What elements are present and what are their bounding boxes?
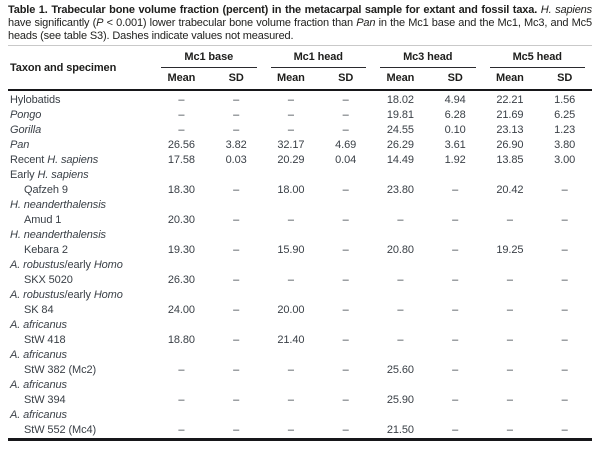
value-cell [373, 258, 428, 273]
table-row [8, 90, 592, 108]
value-cell [537, 228, 592, 243]
value-cell [537, 348, 592, 363]
taxon-cell [8, 303, 154, 318]
value-cell [373, 318, 428, 333]
value-cell: – [233, 244, 240, 257]
table-row [8, 378, 592, 393]
value-cell [318, 378, 373, 393]
taxon-label-segment: Homo [93, 259, 123, 272]
value-cell: – [561, 184, 568, 197]
value-cell [318, 198, 373, 213]
value-cell: 18.30 [167, 184, 195, 197]
value-cell [483, 408, 538, 423]
value-cell: – [233, 94, 240, 107]
value-cell [428, 408, 483, 423]
value-cell [209, 318, 264, 333]
value-cell [318, 228, 373, 243]
taxon-cell [8, 348, 154, 363]
taxon-label-segment: Qafzeh 9 [24, 184, 68, 197]
taxon-cell [8, 228, 154, 243]
value-cell: – [506, 394, 513, 407]
paper-table-figure [0, 4, 600, 473]
taxon-cell [8, 243, 154, 258]
value-cell: – [342, 334, 349, 347]
caption-segment: Pan [356, 16, 376, 29]
value-cell [483, 288, 538, 303]
value-cell [483, 228, 538, 243]
value-cell: – [233, 364, 240, 377]
taxon-cell [8, 318, 154, 333]
value-cell: – [287, 94, 294, 107]
value-cell: 3.82 [225, 139, 247, 152]
value-cell: – [209, 423, 264, 440]
taxon-cell [8, 408, 154, 423]
value-cell: 19.25 [496, 244, 524, 257]
value-cell: – [452, 334, 459, 347]
value-cell: – [428, 423, 483, 440]
value-cell [154, 348, 209, 363]
value-cell: – [561, 364, 568, 377]
value-cell: – [233, 274, 240, 287]
value-cell: – [506, 304, 513, 317]
table-row [8, 228, 592, 243]
taxon-label-segment: SK 84 [24, 304, 54, 317]
taxon-label-segment: A. robustus [10, 289, 65, 302]
value-cell: 6.25 [554, 109, 576, 122]
value-cell [428, 288, 483, 303]
table-row [8, 108, 592, 123]
value-cell [373, 168, 428, 183]
value-cell: – [342, 94, 349, 107]
value-cell: – [233, 124, 240, 137]
caption-segment: have significantly ( [8, 16, 97, 29]
value-cell: – [287, 394, 294, 407]
taxon-cell [8, 198, 154, 213]
taxon-label-segment: StW 382 (Mc2) [24, 364, 97, 377]
taxon-label-segment: SKX 5020 [24, 274, 73, 287]
value-cell [428, 258, 483, 273]
value-cell [428, 228, 483, 243]
value-cell: – [342, 364, 349, 377]
taxon-label-segment: A. africanus [10, 379, 67, 392]
value-cell: 20.00 [277, 304, 305, 317]
value-cell: – [178, 124, 185, 137]
value-cell [154, 288, 209, 303]
taxon-cell [8, 108, 154, 123]
taxon-label-segment: Kebara 2 [24, 244, 68, 257]
value-cell: – [342, 184, 349, 197]
column-group-label: Mc1 base [161, 51, 257, 68]
table-row [8, 363, 592, 378]
value-cell: – [318, 423, 373, 440]
value-cell: – [397, 334, 404, 347]
value-cell: – [233, 304, 240, 317]
value-cell [154, 408, 209, 423]
value-cell [318, 168, 373, 183]
value-cell: – [561, 214, 568, 227]
value-cell: 26.56 [167, 139, 195, 152]
taxon-cell [8, 123, 154, 138]
value-cell [154, 228, 209, 243]
value-cell: – [342, 274, 349, 287]
value-cell: 26.90 [496, 139, 524, 152]
taxon-cell [8, 90, 154, 108]
value-cell: – [561, 394, 568, 407]
value-cell [483, 198, 538, 213]
column-subheader-mean: Mean [154, 68, 209, 90]
value-cell: 18.00 [277, 184, 305, 197]
value-cell: – [233, 334, 240, 347]
taxon-cell [8, 168, 154, 183]
value-cell [428, 318, 483, 333]
table-caption [8, 4, 592, 42]
value-cell: 4.69 [335, 139, 357, 152]
value-cell [483, 378, 538, 393]
value-cell [373, 378, 428, 393]
value-cell: 0.04 [335, 154, 357, 167]
table-row [8, 333, 592, 348]
column-header-taxon: Taxon and specimen [8, 46, 154, 91]
value-cell [537, 288, 592, 303]
table-row [8, 243, 592, 258]
table-row [8, 318, 592, 333]
value-cell: – [452, 214, 459, 227]
value-cell [209, 408, 264, 423]
value-cell: – [452, 304, 459, 317]
taxon-label-segment: Pongo [10, 109, 42, 122]
taxon-cell [8, 153, 154, 168]
value-cell: 21.69 [496, 109, 524, 122]
column-subheader-sd: SD [537, 68, 592, 90]
taxon-label-segment: A. africanus [10, 319, 67, 332]
value-cell [209, 348, 264, 363]
value-cell: 3.61 [444, 139, 466, 152]
taxon-label-segment: StW 552 (Mc4) [24, 424, 97, 437]
table-row [8, 423, 592, 440]
value-cell: – [561, 274, 568, 287]
value-cell [373, 288, 428, 303]
value-cell: 1.92 [444, 154, 466, 167]
value-cell [318, 348, 373, 363]
value-cell [373, 408, 428, 423]
value-cell: 17.58 [167, 154, 195, 167]
value-cell [209, 198, 264, 213]
value-cell: 19.30 [167, 244, 195, 257]
value-cell: – [397, 214, 404, 227]
value-cell [264, 258, 319, 273]
value-cell: – [452, 394, 459, 407]
table-row [8, 348, 592, 363]
caption-segment: < 0.001) lower trabecular bone volume fraction than [103, 16, 357, 29]
value-cell [483, 348, 538, 363]
taxon-label-segment: Recent [10, 154, 48, 167]
taxon-label-segment: A. robustus [10, 259, 65, 272]
value-cell [264, 318, 319, 333]
value-cell: 6.28 [444, 109, 466, 122]
value-cell [264, 408, 319, 423]
value-cell: – [154, 423, 209, 440]
taxon-label-segment: Hylobatids [10, 94, 61, 107]
column-group-header [483, 46, 593, 69]
table-row [8, 198, 592, 213]
taxon-label-segment: A. africanus [10, 349, 67, 362]
value-cell [209, 288, 264, 303]
value-cell [318, 318, 373, 333]
table-row [8, 153, 592, 168]
taxon-cell [8, 213, 154, 228]
value-cell: – [342, 394, 349, 407]
table-row [8, 183, 592, 198]
value-cell: – [537, 423, 592, 440]
value-cell: 32.17 [277, 139, 305, 152]
value-cell: – [178, 94, 185, 107]
value-cell: 19.81 [386, 109, 414, 122]
value-cell: 25.60 [386, 364, 414, 377]
taxon-label-segment: Homo [93, 289, 123, 302]
value-cell: 20.30 [167, 214, 195, 227]
taxon-cell [8, 333, 154, 348]
value-cell [483, 258, 538, 273]
value-cell: – [506, 364, 513, 377]
taxon-label-segment: Pan [10, 139, 30, 152]
value-cell: 1.56 [554, 94, 576, 107]
taxon-cell [8, 423, 154, 440]
column-subheader-sd: SD [318, 68, 373, 90]
value-cell [537, 198, 592, 213]
table-row [8, 393, 592, 408]
column-group-header [154, 46, 264, 69]
value-cell [264, 228, 319, 243]
value-cell: – [233, 109, 240, 122]
taxon-cell [8, 138, 154, 153]
taxon-label-segment: StW 394 [24, 394, 66, 407]
value-cell: – [506, 334, 513, 347]
value-cell: 23.80 [386, 184, 414, 197]
value-cell [209, 258, 264, 273]
value-cell: 14.49 [386, 154, 414, 167]
value-cell: 20.42 [496, 184, 524, 197]
value-cell: – [264, 423, 319, 440]
value-cell: – [287, 124, 294, 137]
taxon-label-segment: H. neanderthalensis [10, 199, 106, 212]
value-cell: 21.40 [277, 334, 305, 347]
column-group-row [8, 46, 592, 69]
taxon-cell [8, 258, 154, 273]
value-cell: – [506, 214, 513, 227]
value-cell: 18.02 [386, 94, 414, 107]
value-cell: 1.23 [554, 124, 576, 137]
taxon-label-segment: Early [10, 169, 38, 182]
value-cell [537, 258, 592, 273]
value-cell [483, 168, 538, 183]
value-cell: 15.90 [277, 244, 305, 257]
value-cell: – [561, 304, 568, 317]
taxon-cell [8, 378, 154, 393]
table-row [8, 303, 592, 318]
value-cell [373, 348, 428, 363]
value-cell: – [397, 274, 404, 287]
value-cell: 20.29 [277, 154, 305, 167]
value-cell: 23.13 [496, 124, 524, 137]
column-group-label: Mc1 head [271, 51, 367, 68]
taxon-cell [8, 288, 154, 303]
taxon-label-segment: /early [64, 289, 94, 302]
taxon-label-segment: Amud 1 [24, 214, 62, 227]
taxon-cell [8, 183, 154, 198]
value-cell: – [452, 274, 459, 287]
value-cell: 22.21 [496, 94, 524, 107]
table-row [8, 213, 592, 228]
taxon-label-segment: H. sapiens [37, 169, 89, 182]
data-table [8, 45, 592, 441]
value-cell: – [233, 214, 240, 227]
column-subheader-mean: Mean [264, 68, 319, 90]
taxon-label-segment: StW 418 [24, 334, 66, 347]
value-cell [264, 198, 319, 213]
value-cell [318, 258, 373, 273]
value-cell [428, 168, 483, 183]
value-cell: – [342, 109, 349, 122]
value-cell [264, 168, 319, 183]
value-cell [264, 348, 319, 363]
column-subheader-sd: SD [209, 68, 264, 90]
value-cell: 26.30 [167, 274, 195, 287]
value-cell: 4.94 [444, 94, 466, 107]
value-cell: – [561, 244, 568, 257]
value-cell: – [397, 304, 404, 317]
value-cell: – [233, 394, 240, 407]
value-cell [154, 198, 209, 213]
value-cell [537, 168, 592, 183]
taxon-label-segment: /early [64, 259, 94, 272]
column-subheader-mean: Mean [373, 68, 428, 90]
value-cell: – [287, 214, 294, 227]
value-cell [428, 198, 483, 213]
value-cell: – [178, 394, 185, 407]
value-cell [483, 318, 538, 333]
value-cell: – [561, 334, 568, 347]
caption-segment: Table 1. Trabecular bone volume fraction (percent) in the metacarpal sample for extant and fossil taxa. [8, 4, 538, 16]
value-cell: 26.29 [386, 139, 414, 152]
taxon-cell [8, 393, 154, 408]
value-cell: 21.50 [373, 423, 428, 440]
value-cell [264, 288, 319, 303]
value-cell: – [342, 124, 349, 137]
value-cell: 3.00 [554, 154, 576, 167]
value-cell: – [452, 184, 459, 197]
value-cell: 24.00 [167, 304, 195, 317]
value-cell [154, 258, 209, 273]
table-row [8, 408, 592, 423]
value-cell: 24.55 [386, 124, 414, 137]
table-row [8, 288, 592, 303]
value-cell: 0.10 [444, 124, 466, 137]
value-cell: – [506, 274, 513, 287]
column-group-label: Mc3 head [380, 51, 476, 68]
taxon-label-segment: Gorilla [10, 124, 42, 137]
value-cell: – [178, 364, 185, 377]
value-cell: – [342, 304, 349, 317]
table-row [8, 168, 592, 183]
value-cell [537, 378, 592, 393]
value-cell [373, 198, 428, 213]
value-cell [154, 168, 209, 183]
table-header [8, 46, 592, 91]
taxon-cell [8, 363, 154, 378]
taxon-cell [8, 273, 154, 288]
table-body [8, 90, 592, 440]
value-cell [154, 378, 209, 393]
value-cell: – [483, 423, 538, 440]
table-row [8, 273, 592, 288]
value-cell: – [287, 109, 294, 122]
taxon-label-segment: A. africanus [10, 409, 67, 422]
value-cell [428, 378, 483, 393]
table-row [8, 138, 592, 153]
value-cell: – [287, 364, 294, 377]
value-cell: – [287, 274, 294, 287]
column-subheader-mean: Mean [483, 68, 538, 90]
value-cell [537, 318, 592, 333]
value-cell [264, 378, 319, 393]
table-row [8, 123, 592, 138]
value-cell: – [178, 109, 185, 122]
value-cell [209, 168, 264, 183]
value-cell [428, 348, 483, 363]
value-cell: – [233, 184, 240, 197]
value-cell [209, 228, 264, 243]
value-cell: 0.03 [225, 154, 247, 167]
value-cell [318, 288, 373, 303]
value-cell: 3.80 [554, 139, 576, 152]
column-group-label: Mc5 head [490, 51, 586, 68]
column-group-header [264, 46, 374, 69]
value-cell: – [342, 244, 349, 257]
value-cell [537, 408, 592, 423]
value-cell [209, 378, 264, 393]
column-group-header [373, 46, 483, 69]
taxon-label-segment: H. neanderthalensis [10, 229, 106, 242]
value-cell: 18.80 [167, 334, 195, 347]
value-cell: 13.85 [496, 154, 524, 167]
value-cell: 25.90 [386, 394, 414, 407]
table-row [8, 258, 592, 273]
value-cell [318, 408, 373, 423]
value-cell: – [452, 244, 459, 257]
value-cell [373, 228, 428, 243]
column-subheader-sd: SD [428, 68, 483, 90]
caption-segment: H. sapiens [540, 4, 592, 16]
value-cell [154, 318, 209, 333]
value-cell: – [452, 364, 459, 377]
value-cell: 20.80 [386, 244, 414, 257]
caption-segment: P [96, 16, 104, 29]
caption-segment: in the Mc1 base and the Mc1, Mc3, and Mc5 heads (see table S3). Dashes indicate values not measured. [8, 16, 592, 42]
value-cell: – [342, 214, 349, 227]
taxon-label-segment: H. sapiens [47, 154, 99, 167]
